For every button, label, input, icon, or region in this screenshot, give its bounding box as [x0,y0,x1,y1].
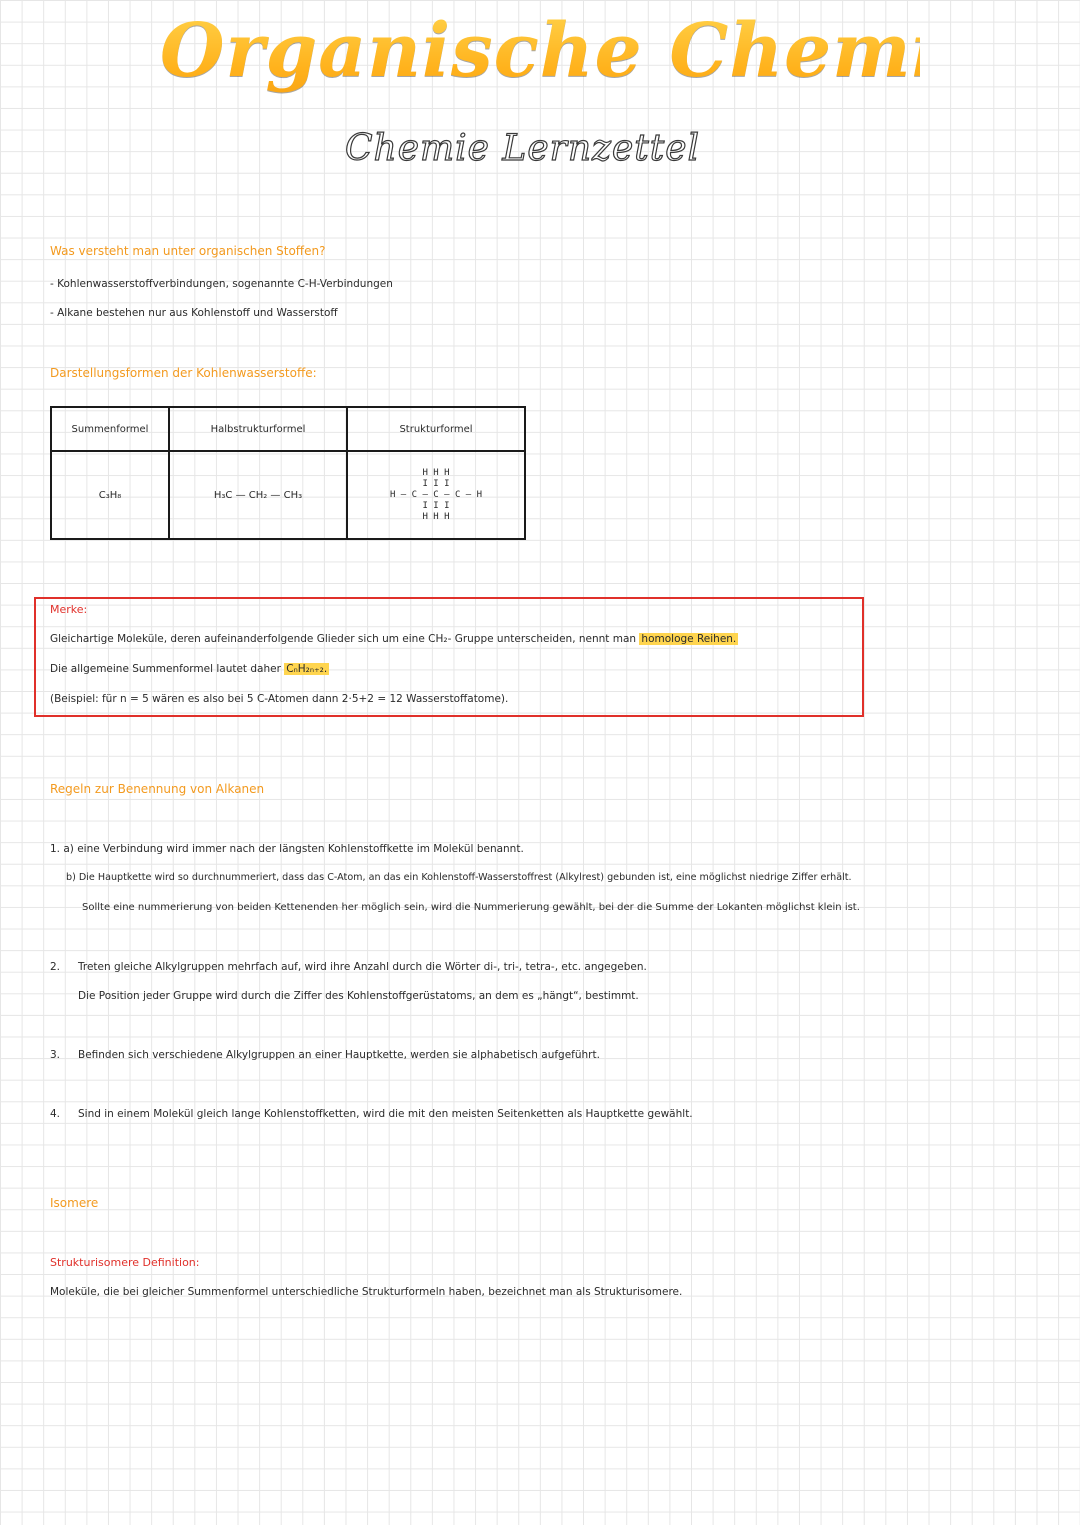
table-header-strukturformel: Strukturformel [347,407,525,451]
merke-line-1-text: Gleichartige Moleküle, deren aufeinanderfolgende Glieder sich um eine CH₂- Gruppe unterscheiden, nennt man [50,633,637,645]
page-title: Organische Chemie [160,8,920,118]
section-heading-darstellungsformen: Darstellungsformen der Kohlenwasserstoffe: [50,366,317,380]
rule-1b: b) Die Hauptkette wird so durchnummeriert, dass das C-Atom, an das ein Kohlenstoff-Wasserstoffrest (Alkylrest) gebunden ist, eine möglichst niedrige Ziffer erhält. [66,872,852,883]
merke-box [34,597,864,717]
table-cell-strukturformel [347,451,525,539]
strukturisomere-definition-heading: Strukturisomere Definition: [50,1256,200,1269]
merke-line-2 [50,663,329,675]
merke-line-3: (Beispiel: für n = 5 wären es also bei 5 C-Atomen dann 2·5+2 = 12 Wasserstoffatome). [50,693,509,705]
section-heading-benennung: Regeln zur Benennung von Alkanen [50,782,265,796]
struct-bottom-bonds: I I I [422,500,450,511]
bullet-line-2: - Alkane bestehen nur aus Kohlenstoff und Wasserstoff [50,307,338,319]
table-header-halbstrukturformel: Halbstrukturformel [169,407,347,451]
rule-2-number: 2. [50,961,61,973]
rule-4-number: 4. [50,1108,61,1120]
rule-2a: Treten gleiche Alkylgruppen mehrfach auf, wird ihre Anzahl durch die Wörter di-, tri-, tetra-, etc. angegeben. [78,961,647,973]
struct-top-h: H H H [422,467,450,478]
struct-bottom-h: H H H [422,511,450,522]
rule-4: Sind in einem Molekül gleich lange Kohlenstoffketten, wird die mit den meisten Seitenketten als Hauptkette gewählt. [78,1108,693,1120]
merke-label: Merke: [50,603,88,616]
struct-top-bonds: I I I [422,478,450,489]
table-cell-halbstrukturformel: H₃C — CH₂ — CH₃ [169,451,347,539]
rule-1a: 1. a) eine Verbindung wird immer nach der längsten Kohlenstoffkette im Molekül benannt. [50,843,524,855]
highlight-homologe-reihen: homologe Reihen. [641,633,737,645]
struct-chain: H – C – C – C – H [389,489,483,500]
section-heading-organische-stoffe: Was versteht man unter organischen Stoffen? [50,244,326,258]
rule-1c: Sollte eine nummerierung von beiden Kettenenden her möglich sein, wird die Nummerierung gewählt, bei der die Summe der Lokanten möglichst klein ist. [82,902,860,913]
table-header-summenformel: Summenformel [51,407,169,451]
rule-3-number: 3. [50,1049,61,1061]
structural-formula [348,468,524,523]
rule-2b: Die Position jeder Gruppe wird durch die Ziffer des Kohlenstoffgerüstatoms, an dem es „hängt“, bestimmt. [78,990,639,1002]
merke-line-2-text: Die allgemeine Summenformel lautet daher [50,663,281,675]
formula-table [50,406,526,540]
page-subtitle: Chemie Lernzettel [345,128,701,169]
rule-3: Befinden sich verschiedene Alkylgruppen an einer Hauptkette, werden sie alphabetisch aufgeführt. [78,1049,600,1061]
strukturisomere-definition-text: Moleküle, die bei gleicher Summenformel unterschiedliche Strukturformeln haben, bezeichnet man als Strukturisomere. [50,1286,683,1298]
section-heading-isomere: Isomere [50,1196,99,1210]
merke-line-1 [50,633,738,645]
table-cell-summenformel: C₃H₈ [51,451,169,539]
bullet-line-1: - Kohlenwasserstoffverbindungen, sogenannte C-H-Verbindungen [50,278,393,290]
highlight-general-formula: CₙH₂ₙ₊₂. [286,663,328,675]
